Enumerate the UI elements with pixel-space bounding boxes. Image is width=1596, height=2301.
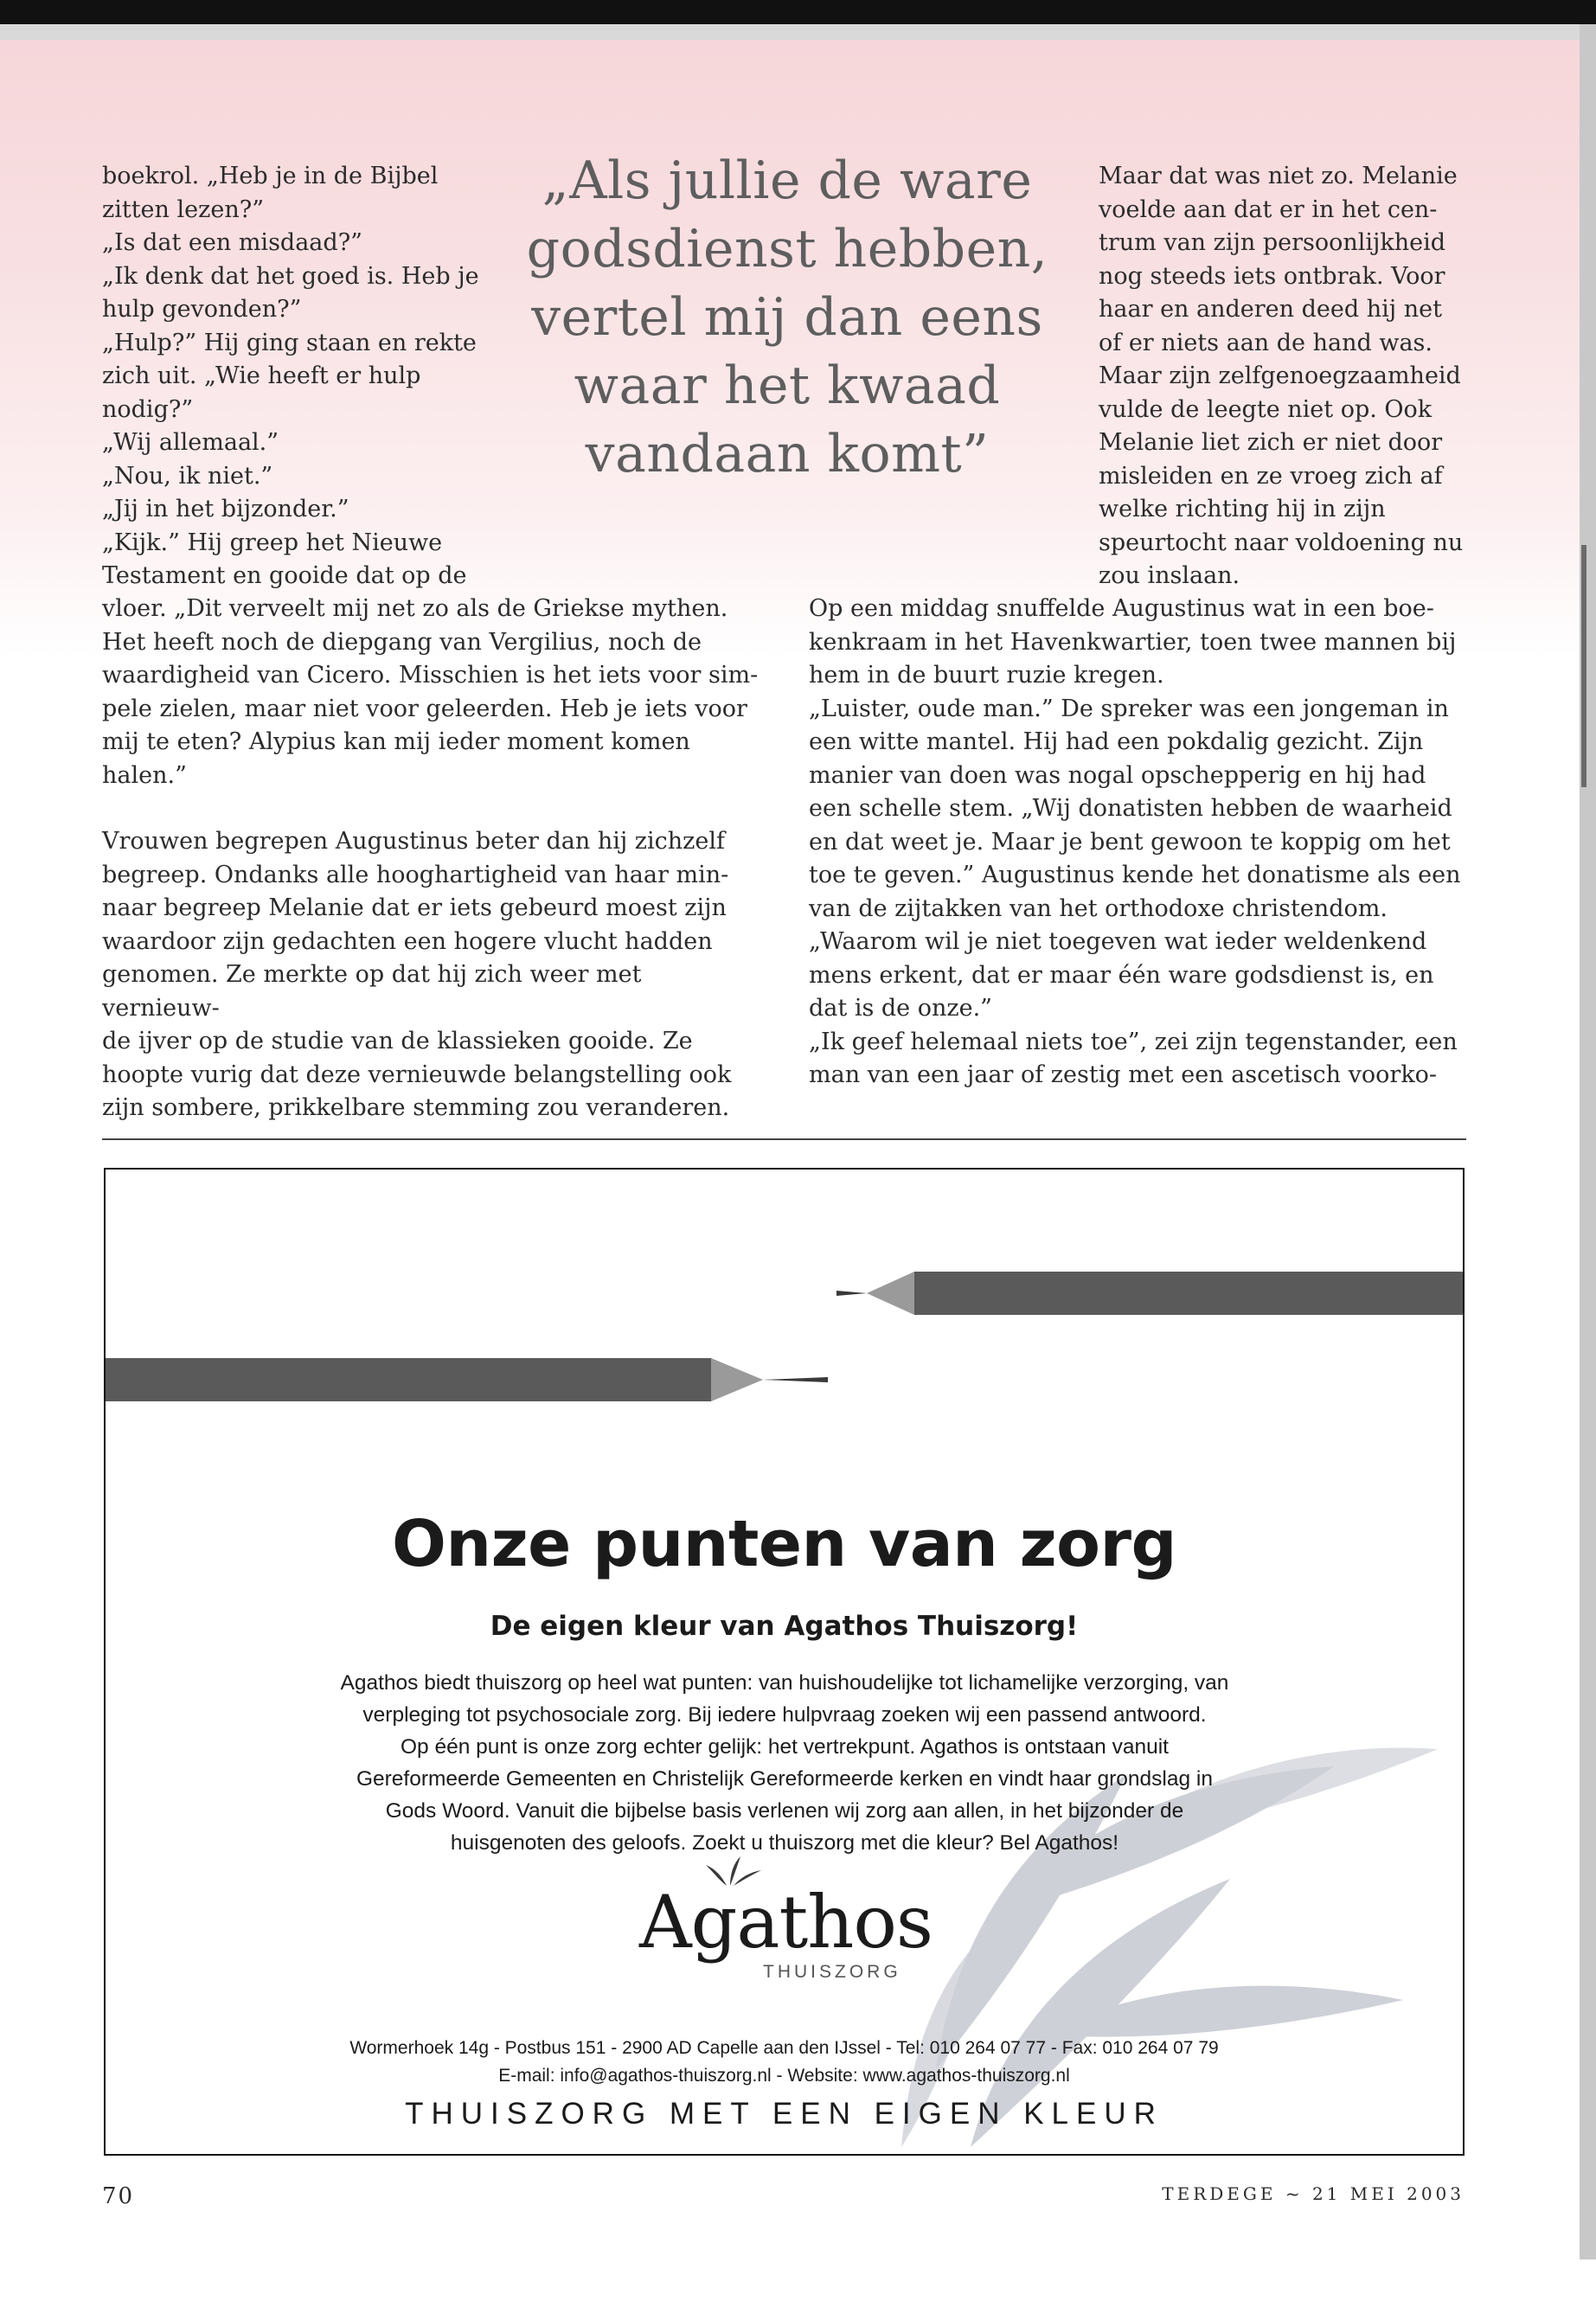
ad-contact-block: [106, 2035, 1463, 2090]
text-line: of er niets aan de hand was.: [1099, 329, 1433, 356]
text-line: „Luister, oude man.” De spreker was een jongeman in: [809, 695, 1449, 722]
logo-subtitle: THUISZORG: [763, 1962, 901, 1982]
ad-body-line: verpleging tot psychosociale zorg. Bij iedere hulpvraag zoeken wij een passend antwoord.: [362, 1703, 1207, 1727]
text-line: hoopte vurig dat deze vernieuwde belangstelling ook: [102, 1061, 732, 1088]
text-line: trum van zijn persoonlijkheid: [1099, 229, 1446, 256]
text-line: zitten lezen?”: [102, 195, 264, 223]
section-divider: [102, 1138, 1466, 1140]
logo-wordmark: Agathos: [638, 1880, 933, 1965]
text-line: dat is de onze.”: [809, 995, 992, 1022]
ad-body-line: Gods Woord. Vanuit die bijbelse basis verlenen wij zorg aan allen, in het bijzonder de: [385, 1799, 1184, 1823]
text-line: waardigheid van Cicero. Misschien is het iets voor sim-: [102, 662, 759, 689]
text-line: boekrol. „Heb je in de Bijbel: [102, 163, 439, 189]
text-line: halen.”: [102, 761, 187, 789]
text-line: speurtocht naar voldoening nu: [1099, 529, 1464, 556]
text-line: mij te eten? Alypius kan mij ieder moment komen: [102, 728, 690, 755]
text-line: mens erkent, dat er maar één ware godsdienst is, en: [809, 961, 1434, 989]
agathos-advertisement: [104, 1168, 1465, 2156]
text-line: Vrouwen begrepen Augustinus beter dan hij zichzelf: [102, 828, 726, 855]
text-line: zijn sombere, prikkelbare stemming zou veranderen.: [102, 1094, 730, 1121]
ad-body-line: Op één punt is onze zorg echter gelijk: het vertrekpunt. Agathos is ontstaan vanuit: [401, 1735, 1169, 1759]
pull-quote-line: waar het kwaad: [574, 356, 1001, 416]
pull-quote: [519, 147, 1055, 489]
text-line: een schelle stem. „Wij donatisten hebben de waarheid: [809, 795, 1452, 822]
text-line: Op een middag snuffelde Augustinus wat in een boe-: [809, 595, 1434, 622]
ad-headline: Onze punten van zorg: [392, 1507, 1176, 1581]
text-line: vulde de leegte niet op. Ook: [1099, 395, 1433, 423]
running-footer: TERDEGE ~ 21 MEI 2003: [1162, 2183, 1465, 2204]
text-line: nog steeds iets ontbrak. Voor: [1099, 262, 1445, 290]
scan-mark-right: [1581, 545, 1586, 787]
scan-edge-right: [1580, 24, 1596, 2259]
text-line: Testament en gooide dat op de: [102, 562, 467, 589]
ad-subheadline: De eigen kleur van Agathos Thuiszorg!: [490, 1611, 1079, 1642]
text-line: „Ik geef helemaal niets toe”, zei zijn tegenstander, een: [809, 1028, 1458, 1055]
article-right-column-top: [1099, 160, 1479, 593]
text-line: een witte mantel. Hij had een pokdalig gezicht. Zijn: [809, 728, 1424, 755]
text-line: zich uit. „Wie heeft er hulp: [102, 362, 421, 389]
text-line: de ijver op de studie van de klassieken gooide. Ze: [102, 1028, 693, 1054]
text-line: „Hulp?” Hij ging staan en rekte: [102, 329, 477, 356]
text-line: Melanie liet zich er niet door: [1099, 429, 1443, 456]
ad-body-line: Agathos biedt thuiszorg op heel wat punten: van huishoudelijke tot lichamelijke verzorging, van: [340, 1671, 1229, 1695]
pull-quote-line: „Als jullie de ware: [542, 151, 1033, 211]
pencil-right: [836, 1272, 1465, 1315]
scan-edge-top: [0, 0, 1596, 24]
text-line: begreep. Ondanks alle hooghartigheid van haar min-: [102, 861, 729, 888]
text-line: zou inslaan.: [1099, 562, 1240, 589]
text-line: „Waarom wil je niet toegeven wat ieder weldenkend: [809, 928, 1427, 955]
ad-artwork: [106, 1170, 1465, 2156]
text-line: „Wij allemaal.”: [102, 429, 279, 456]
text-line: kenkraam in het Havenkwartier, toen twee mannen bij: [809, 628, 1457, 656]
text-line: naar begreep Melanie dat er iets gebeurd moest zijn: [102, 894, 727, 921]
text-line: man van een jaar of zestig met een ascetisch voorko-: [809, 1061, 1438, 1088]
pull-quote-line: vertel mij dan eens: [531, 287, 1043, 348]
ad-body-text: [279, 1667, 1291, 1859]
article-left-column: [102, 593, 760, 1125]
ad-body-line: Gereformeerde Gemeenten en Christelijk Gereformeerde kerken en vindt haar grondslag in: [356, 1767, 1214, 1791]
scan-shadow-top: [0, 24, 1596, 40]
text-line: voelde aan dat er in het cen-: [1099, 195, 1438, 223]
text-line: „Kijk.” Hij greep het Nieuwe: [102, 529, 443, 556]
text-line: en dat weet je. Maar je bent gewoon te koppig om het: [809, 828, 1451, 856]
text-line: haar en anderen deed hij net: [1099, 296, 1442, 323]
text-line: manier van doen was nogal opschepperig en hij had: [809, 761, 1426, 789]
text-line: misleiden en ze vroeg zich af: [1099, 462, 1443, 490]
text-line: Het heeft noch de diepgang van Vergilius, noch de: [102, 628, 702, 656]
text-line: hulp gevonden?”: [102, 296, 302, 323]
text-line: nodig?”: [102, 395, 194, 423]
text-line: pele zielen, maar niet voor geleerden. Heb je iets voor: [102, 695, 747, 722]
text-line: Maar zijn zelfgenoegzaamheid: [1099, 362, 1461, 389]
pencil-left: [106, 1358, 828, 1401]
text-line: „Nou, ik niet.”: [102, 462, 273, 490]
text-line: genomen. Ze merkte op dat hij zich weer met vernieuw-: [102, 961, 642, 1022]
agathos-logo: [625, 1879, 947, 1983]
page-number: 70: [102, 2183, 135, 2209]
text-line: welke richting hij in zijn: [1099, 496, 1386, 522]
ad-address-line: Wormerhoek 14g - Postbus 151 - 2900 AD Capelle aan den IJssel - Tel: 010 264 07 77 - Fax: 010 264 07 79: [349, 2038, 1219, 2058]
ad-tagline: THUISZORG MET EEN EIGEN KLEUR: [405, 2097, 1163, 2131]
pull-quote-line: godsdienst hebben,: [526, 219, 1048, 279]
text-line: hem in de buurt ruzie kregen.: [809, 662, 1164, 689]
pull-quote-line: vandaan komt”: [585, 424, 990, 484]
text-line: vloer. „Dit verveelt mij net zo als de Griekse mythen.: [102, 595, 728, 622]
text-line: „Ik denk dat het goed is. Heb je: [102, 262, 479, 290]
text-line: van de zijtakken van het orthodoxe christendom.: [809, 894, 1388, 922]
text-line: Maar dat was niet zo. Melanie: [1099, 163, 1458, 189]
article-right-column: [809, 593, 1484, 1093]
ad-contact-line: E-mail: info@agathos-thuiszorg.nl - Website: www.agathos-thuiszorg.nl: [498, 2066, 1070, 2086]
article-left-column-top: [102, 160, 500, 593]
text-line: waardoor zijn gedachten een hogere vlucht hadden: [102, 927, 713, 955]
text-line: „Jij in het bijzonder.”: [102, 496, 349, 522]
text-line: „Is dat een misdaad?”: [102, 229, 362, 256]
ad-body-line: huisgenoten des geloofs. Zoekt u thuiszorg met die kleur? Bel Agathos!: [450, 1831, 1119, 1855]
text-line: toe te geven.” Augustinus kende het donatisme als een: [809, 862, 1461, 888]
